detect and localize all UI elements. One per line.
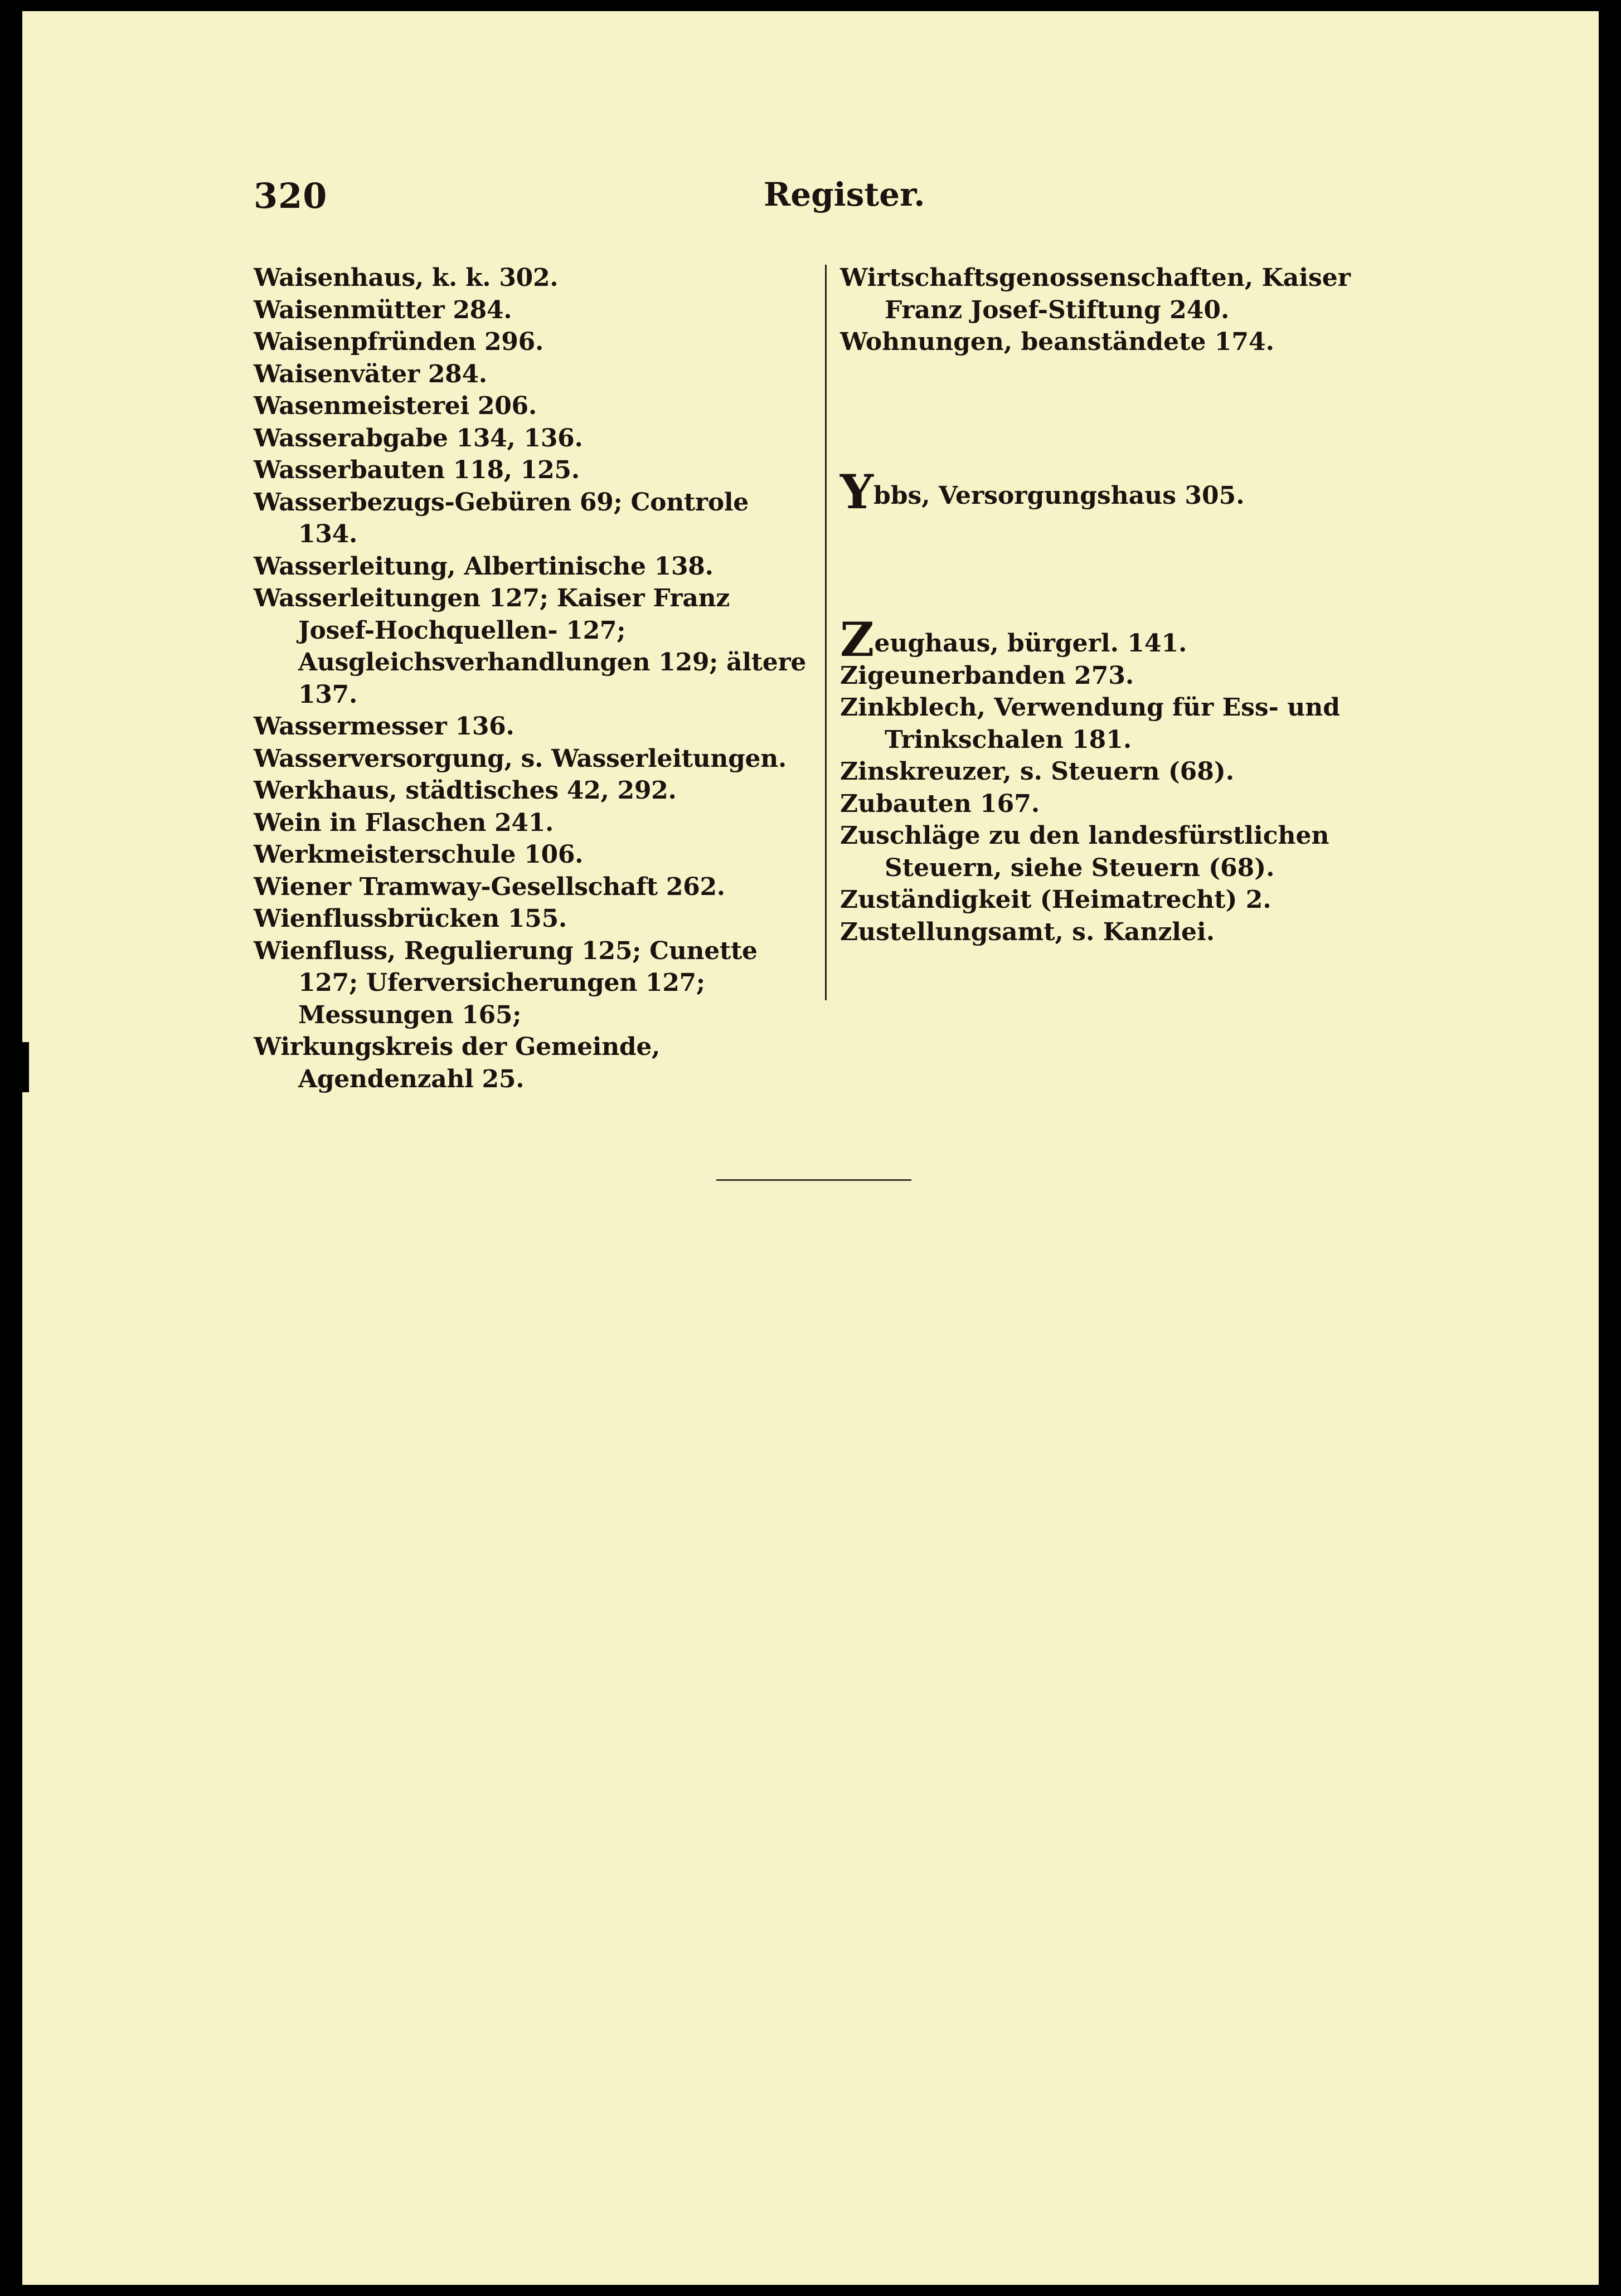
section-spacer [840, 358, 1403, 475]
index-entry: Wasserversorgung, s. Wasserleitungen. [254, 744, 787, 773]
index-entry: Wienflussbrücken 155. [254, 904, 567, 933]
index-entry: Wein in Flaschen 241. [254, 808, 554, 837]
index-entry: Wirtschaftsgenossenschaften, Kaiser Franz Josef-Stiftung 240. [840, 264, 1351, 324]
index-entry: Waisenhaus, k. k. 302. [254, 264, 559, 292]
index-entry: Wassermesser 136. [254, 712, 515, 741]
index-entry: Wasserbauten 118, 125. [254, 456, 580, 484]
section-initial-z: Z [840, 612, 875, 667]
section-initial-y: Y [840, 464, 873, 519]
index-entry: Wasserabgabe 134, 136. [254, 424, 583, 453]
index-entry: Wiener Tramway-Gesellschaft 262. [254, 872, 725, 901]
index-entry: Waisenväter 284. [254, 359, 487, 388]
left-column [254, 262, 811, 1095]
index-entry: Wohnungen, beanständete 174. [840, 328, 1274, 356]
index-entry: Wirkungskreis der Gemeinde, Agendenzahl 25. [254, 1033, 661, 1093]
index-entry: Wienfluss, Regulierung 125; Cunette 127; Uferversicherungen 127; Messungen 165; [254, 936, 758, 1029]
index-entry: Zuschläge zu den landesfürstlichen Steuern, siehe Steuern (68). [840, 821, 1329, 882]
index-entry: Zuständigkeit (Heimatrecht) 2. [840, 886, 1271, 914]
index-entry: Zubauten 167. [840, 789, 1040, 818]
index-entry-section-z [840, 612, 1403, 667]
index-entry-section-y [840, 464, 1403, 519]
index-entry: Waisenmütter 284. [254, 295, 512, 324]
index-entry: Zustellungsamt, s. Kanzlei. [840, 917, 1215, 946]
page-number: 320 [254, 176, 328, 216]
index-entry: Zinskreuzer, s. Steuern (68). [840, 757, 1235, 786]
index-entry: Wasenmeisterei 206. [254, 392, 537, 420]
index-entry-text: eughaus, bürgerl. 141. [874, 629, 1187, 658]
document-page [22, 11, 1599, 2285]
index-entry: Werkhaus, städtisches 42, 292. [254, 776, 677, 805]
section-spacer [840, 512, 1403, 623]
running-title: Register. [764, 176, 925, 213]
index-entry: Werkmeisterschule 106. [254, 840, 584, 869]
index-entry: Wasserleitungen 127; Kaiser Franz Josef-Hochquellen- 127; Ausgleichsverhandlungen 129; ältere 137. [254, 584, 807, 709]
index-entry-text: bbs, Versorgungshaus 305. [873, 481, 1245, 510]
binding-mark [22, 1042, 29, 1092]
index-entry: Zinkblech, Verwendung für Ess- und Trinkschalen 181. [840, 693, 1340, 754]
index-entry: Zigeunerbanden 273. [840, 661, 1134, 690]
end-rule [716, 1179, 911, 1181]
index-entry: Waisenpfründen 296. [254, 328, 543, 356]
index-entry: Wasserleitung, Albertinische 138. [254, 552, 714, 581]
column-divider [825, 265, 827, 1000]
right-column [840, 262, 1403, 948]
index-entry: Wasserbezugs-Gebüren 69; Controle 134. [254, 488, 749, 548]
